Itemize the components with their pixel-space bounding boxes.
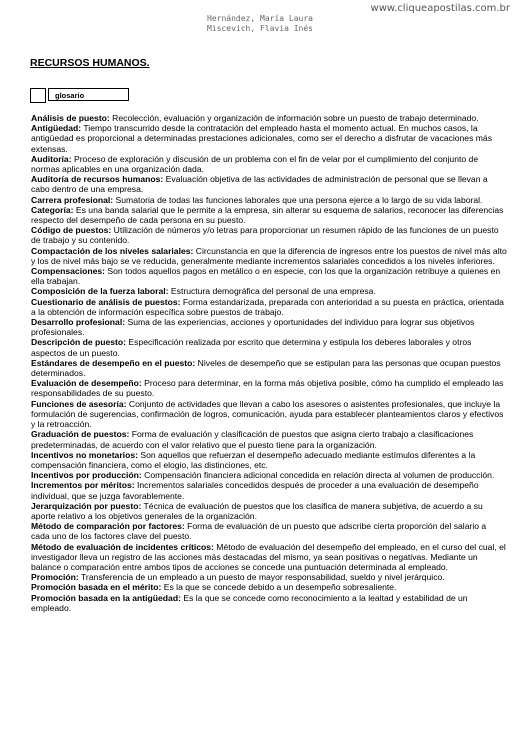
- glossary-term: Incentivos no monetarios:: [31, 449, 138, 460]
- glossary-entry: [31, 195, 507, 205]
- glossary-definition: Tiempo transcurrido desde la contratación del empleado hasta el momento actual. En muchos casos, la antigüedad es proporcional a determinadas prestaciones adicionales, como ser el derecho a disfrutar de vacaciones más extensas.: [31, 123, 492, 154]
- glossary-definition: Utilización de números y/o letras para proporcionar un resumen rápido de las funciones de un puesto de trabajo y su contenido.: [31, 225, 499, 246]
- glosario-tab-label: glosario: [48, 88, 129, 101]
- glossary-entry: [31, 297, 507, 317]
- glossary-entry: [31, 399, 507, 430]
- glossary-term: Promoción:: [31, 572, 79, 583]
- glossary-definition: Son aquellos que refuerzan el desempeño adecuado mediante estímulos diferentes a la compensación financiera, como el elogio, las distinciones, etc.: [31, 449, 476, 470]
- glossary-entry: [31, 123, 507, 154]
- glossary-entry: [31, 582, 507, 592]
- glossary-term: Promoción basada en el mérito:: [31, 582, 162, 593]
- glossary-definition: Conjunto de actividades que llevan a cabo los asesores o asistentes profesionales, que incluye la formulación de sugerencias, confirmación de logros, comunicación, ayuda para establecer planteamientos claros y efectivos y la retroacción.: [31, 398, 504, 430]
- glossary-definition: Sumatoria de todas las funciones laborales que una persona ejerce a lo largo de su vida laboral.: [113, 194, 483, 205]
- glossary-entry: [31, 542, 507, 573]
- glossary-entry: [31, 266, 507, 286]
- glossary-term: Compensaciones:: [31, 266, 106, 277]
- glossary-definition: Método de evaluación del desempeño del empleado, en el curso del cual, el investigador lleva un registro de las acciones más destacadas del mismo, ya sean positivas o negativas. Mediante un balance o comparación entre ambos tipos de acciones se concede una puntuación determinada al empleado.: [31, 541, 506, 572]
- glossary-term: Funciones de asesoría:: [31, 398, 127, 409]
- glossary-term: Análisis de puesto:: [31, 113, 110, 123]
- glossary-entry: [31, 174, 507, 194]
- glossary-definition: Suma de las experiencias, acciones y oportunidades del individuo para lograr sus objetivos profesionales.: [31, 317, 475, 338]
- glossary-term: Incrementos por méritos:: [31, 480, 135, 491]
- glossary-term: Descripción de puesto:: [31, 337, 127, 348]
- glossary-definition: Es una banda salarial que le permite a la empresa, sin alterar su esquema de salarios, reconocer las diferencias respecto del desempeño de cada persona en su puesto.: [31, 204, 504, 226]
- glossary-term: Desarrollo profesional:: [31, 317, 126, 328]
- glossary-entry: [31, 450, 507, 470]
- glossary-entry: [31, 521, 507, 541]
- glossary-term: Antigüedad:: [31, 123, 82, 134]
- glossary-definition: Forma de evaluación de un puesto que adscribe cierta proporción del salario a cada uno de los factores clave del puesto.: [31, 521, 487, 542]
- glossary-definition: Transferencia de un empleado a un puesto de mayor responsabilidad, sueldo y nivel jerárquico.: [78, 572, 445, 583]
- glossary-term: Evaluación de desempeño:: [31, 378, 142, 389]
- glossary-entry: [31, 225, 507, 245]
- glossary-entry: [31, 470, 507, 480]
- glossary-definition: Son todos aquellos pagos en metálico o en especie, con los que la organización retribuye a quienes en ella trabajan.: [31, 266, 501, 287]
- glossary-definition: Forma de evaluación y clasificación de puestos que asigna cierto trabajo a clasificaciones predeterminadas, de acuerdo con el valor relativo que el puesto tiene para la organización.: [31, 429, 474, 450]
- glossary-entry: [31, 593, 507, 613]
- glossary-term: Carrera profesional:: [31, 194, 114, 205]
- glossary-entry: [31, 154, 507, 174]
- glossary-definition: Niveles de desempeño que se estipulan para las personas que ocupan puestos determinados.: [31, 357, 501, 379]
- glossary-entry: [31, 337, 507, 357]
- glossary-term: Cuestionario de análisis de puestos:: [31, 296, 181, 307]
- glossary-definition: Técnica de evaluación de puestos que los clasifica de manera subjetiva, de acuerdo a su aporte relativo a los objetivos generales de la organización.: [31, 500, 483, 521]
- glossary-entry: [31, 429, 507, 449]
- glossary-entry: [31, 205, 507, 225]
- glossary-list: [31, 113, 507, 613]
- glossary-definition: Circunstancia en que la diferencia de ingresos entre los puestos de nivel más alto y los de nivel más bajo se ve reducida, generalmente mediante incrementos salariales concedidos a los niveles inferiores.: [31, 245, 507, 266]
- glossary-definition: Recolección, evaluación y organización de información sobre un puesto de trabajo determinado.: [109, 113, 479, 123]
- page-title: RECURSOS HUMANOS.: [30, 57, 150, 69]
- glossary-term: Graduación de puestos:: [31, 429, 130, 440]
- glossary-term: Categoría:: [31, 204, 74, 215]
- tab-marker-box: [30, 88, 46, 103]
- glossary-entry: [31, 317, 507, 337]
- authors-header: [0, 14, 520, 34]
- glosario-tab-row: [30, 88, 129, 103]
- glossary-entry: [31, 572, 507, 582]
- glossary-entry: [31, 358, 507, 378]
- glossary-term: Método de comparación por factores:: [31, 521, 185, 532]
- glossary-term: Auditoría:: [31, 153, 72, 164]
- glossary-term: Incentivos por producción:: [31, 470, 142, 481]
- glossary-entry: [31, 378, 507, 398]
- author-name: Miscevich, Flavia Inés: [207, 24, 313, 33]
- glossary-definition: Proceso para determinar, en la forma más objetiva posible, cómo ha cumplido el empleado las responsabilidades de su puesto.: [31, 378, 504, 399]
- glossary-definition: Incrementos salariales concedidos después de proceder a una evaluación de desempeño individual, que se juzga favorablemente.: [31, 480, 479, 501]
- glossary-entry: [31, 480, 507, 500]
- glossary-term: Promoción basada en la antigüedad:: [31, 592, 181, 603]
- watermark-url: www.cliqueapostilas.com.br: [370, 3, 510, 14]
- glossary-term: Código de puestos:: [31, 225, 112, 236]
- glossary-entry: [31, 501, 507, 521]
- glossary-term: Estándares de desempeño en el puesto:: [31, 357, 196, 368]
- glossary-term: Jerarquización por puesto:: [31, 500, 142, 511]
- glossary-term: Compactación de los niveles salariales:: [31, 245, 194, 256]
- glossary-entry: [31, 246, 507, 266]
- glossary-definition: Forma estandarizada, preparada con anterioridad a su puesta en práctica, orientada a la obtención de información específica sobre puestos de trabajo.: [31, 296, 504, 317]
- glossary-definition: Proceso de exploración y discusión de un problema con el fin de velar por el cumplimiento del conjunto de normas aplicables en una organización dada.: [31, 153, 479, 175]
- glossary-term: Auditoría de recursos humanos:: [31, 174, 164, 185]
- glossary-definition: Es la que se concede debido a un desempeño sobresaliente.: [161, 582, 397, 593]
- author-name: Hernández, María Laura: [207, 14, 313, 23]
- glossary-definition: Compensación financiera adicional concedida en relación directa al volumen de producción.: [141, 470, 495, 481]
- glossary-definition: Estructura demográfica del personal de una empresa.: [168, 286, 376, 297]
- glossary-entry: [31, 286, 507, 296]
- glossary-term: Método de evaluación de incidentes críticos:: [31, 541, 214, 552]
- glossary-entry: [31, 113, 507, 123]
- glossary-definition: Evaluación objetiva de las actividades de administración de personal que se llevan a cabo dentro de una empresa.: [31, 174, 488, 195]
- glossary-definition: Especificación realizada por escrito que determina y estipula los deberes laborales y otros aspectos de un puesto.: [31, 337, 472, 358]
- glossary-definition: Es la que se concede como reconocimiento a la lealtad y estabilidad de un empleado.: [31, 592, 468, 613]
- glossary-term: Composición de la fuerza laboral:: [31, 286, 169, 297]
